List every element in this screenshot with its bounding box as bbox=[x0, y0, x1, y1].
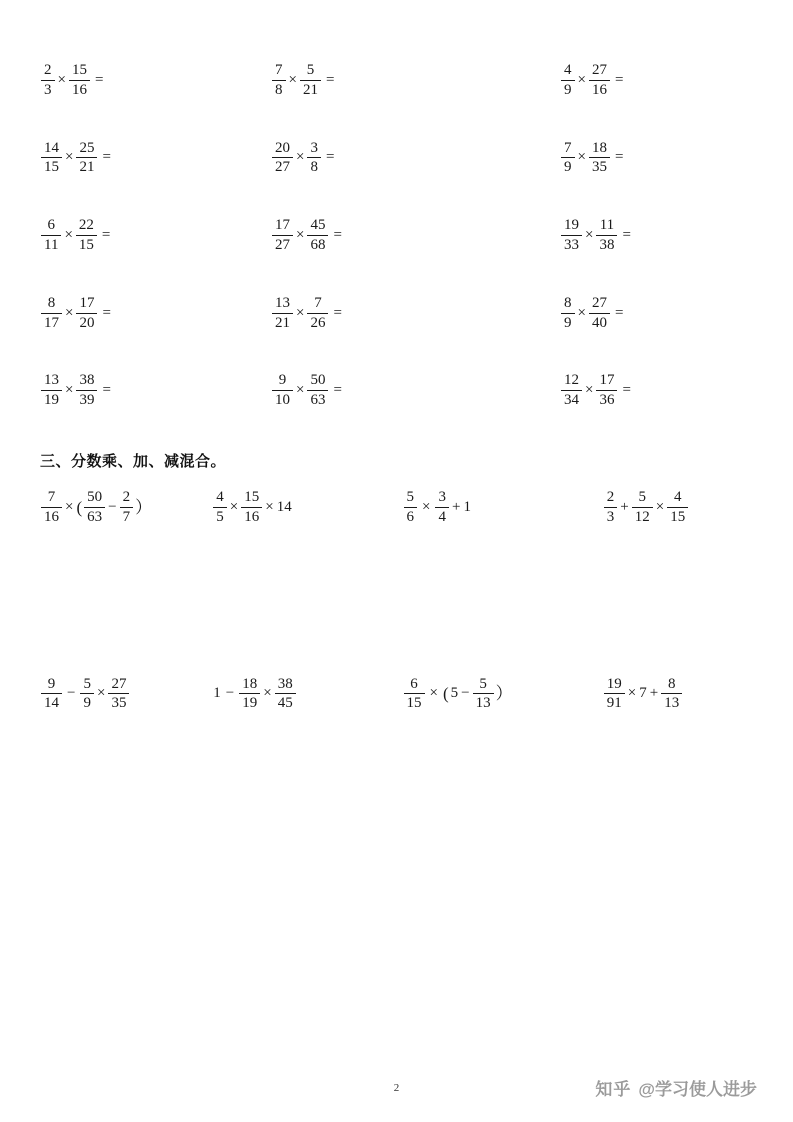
numerator: 5 bbox=[83, 675, 91, 692]
numerator: 3 bbox=[438, 488, 446, 505]
denominator: 91 bbox=[604, 693, 625, 712]
problem-cell bbox=[40, 372, 233, 409]
denominator: 4 bbox=[435, 507, 449, 526]
numerator: 7 bbox=[47, 488, 56, 505]
numerator: 11 bbox=[599, 217, 615, 234]
numerator: 9 bbox=[278, 372, 287, 389]
problem-cell bbox=[190, 489, 362, 526]
problem-row bbox=[40, 676, 753, 713]
zhihu-logo-text: 知乎 bbox=[595, 1080, 632, 1099]
numerator: 2 bbox=[606, 488, 615, 505]
operator: × bbox=[429, 685, 438, 702]
operator: × bbox=[296, 226, 305, 243]
numerator: 4 bbox=[216, 488, 224, 505]
fraction bbox=[76, 140, 97, 177]
equals-sign: = bbox=[101, 226, 111, 243]
denominator: 19 bbox=[239, 693, 260, 712]
fraction bbox=[561, 62, 575, 99]
fraction bbox=[41, 295, 62, 332]
problem-cell bbox=[464, 295, 753, 332]
denominator: 20 bbox=[76, 313, 97, 332]
fraction bbox=[80, 676, 94, 713]
problem-cell bbox=[464, 217, 753, 254]
fraction bbox=[41, 217, 61, 254]
numerator: 5 bbox=[306, 62, 315, 78]
math-expression bbox=[40, 295, 115, 332]
problem-cell bbox=[233, 372, 464, 409]
math-expression bbox=[40, 372, 115, 409]
problem-cell bbox=[190, 676, 362, 713]
denominator: 63 bbox=[307, 390, 328, 409]
operator: × bbox=[65, 149, 74, 166]
denominator: 40 bbox=[589, 313, 610, 332]
numerator: 38 bbox=[79, 372, 95, 389]
fraction bbox=[41, 372, 62, 409]
numerator: 13 bbox=[275, 294, 290, 311]
problem-cell bbox=[233, 62, 464, 99]
denominator: 16 bbox=[41, 507, 62, 526]
fraction bbox=[41, 62, 55, 99]
open-paren: ( bbox=[76, 497, 83, 517]
denominator: 21 bbox=[272, 313, 293, 332]
operator: + bbox=[649, 685, 659, 702]
numerator: 17 bbox=[275, 217, 290, 234]
math-expression bbox=[271, 140, 338, 177]
operator: × bbox=[288, 71, 297, 88]
denominator: 7 bbox=[120, 507, 134, 526]
denominator: 16 bbox=[241, 507, 262, 526]
numerator: 22 bbox=[78, 217, 94, 234]
denominator: 3 bbox=[604, 507, 618, 526]
denominator: 38 bbox=[596, 235, 617, 254]
numerator: 38 bbox=[277, 675, 293, 692]
operator: × bbox=[296, 149, 305, 166]
fraction bbox=[561, 295, 575, 332]
math-expression bbox=[271, 372, 346, 409]
operator: × bbox=[422, 498, 431, 515]
watermark bbox=[595, 1075, 757, 1100]
fraction bbox=[632, 489, 653, 526]
denominator: 26 bbox=[307, 313, 328, 332]
numerator: 15 bbox=[71, 62, 87, 78]
close-paren: ） bbox=[495, 684, 513, 704]
fraction bbox=[76, 295, 97, 332]
open-paren: ( bbox=[442, 684, 449, 704]
watermark-user: @学习使人进步 bbox=[638, 1080, 757, 1099]
equals-sign: = bbox=[333, 226, 342, 243]
fraction bbox=[589, 62, 610, 99]
fraction bbox=[307, 295, 328, 332]
problem-row bbox=[40, 489, 753, 526]
numerator: 5 bbox=[479, 675, 487, 692]
numerator: 18 bbox=[242, 675, 258, 692]
operator: × bbox=[57, 71, 66, 88]
fraction bbox=[41, 140, 62, 177]
numerator: 8 bbox=[564, 294, 572, 311]
numerator: 50 bbox=[310, 372, 326, 389]
problem-row bbox=[40, 295, 753, 332]
whole-number: 7 bbox=[639, 685, 647, 702]
denominator: 36 bbox=[596, 390, 617, 409]
numerator: 27 bbox=[111, 675, 127, 692]
problem-cell bbox=[233, 295, 464, 332]
fraction bbox=[76, 217, 97, 254]
math-expression-q4 bbox=[603, 489, 689, 526]
denominator: 14 bbox=[41, 693, 62, 712]
denominator: 19 bbox=[41, 390, 62, 409]
operator: × bbox=[263, 685, 272, 702]
problem-cell bbox=[40, 489, 190, 526]
numerator: 5 bbox=[406, 488, 414, 505]
math-expression-q2 bbox=[212, 489, 292, 526]
problem-cell bbox=[233, 217, 464, 254]
equals-sign: = bbox=[325, 149, 335, 166]
math-expression bbox=[560, 217, 635, 254]
math-expression-q5 bbox=[40, 676, 130, 713]
fraction bbox=[596, 217, 617, 254]
problem-cell bbox=[464, 62, 753, 99]
fraction bbox=[272, 62, 286, 99]
equals-sign: = bbox=[94, 71, 104, 88]
numerator: 12 bbox=[564, 372, 579, 389]
problem-cell bbox=[40, 676, 190, 713]
problem-cell bbox=[40, 217, 233, 254]
fraction bbox=[561, 140, 575, 177]
denominator: 33 bbox=[561, 235, 582, 254]
denominator: 9 bbox=[80, 693, 94, 712]
page-number: 2 bbox=[393, 1082, 400, 1094]
equals-sign: = bbox=[614, 71, 624, 88]
operator: − bbox=[108, 498, 117, 515]
numerator: 14 bbox=[44, 139, 59, 156]
math-expression-q7 bbox=[403, 676, 514, 713]
denominator: 35 bbox=[589, 157, 610, 176]
fraction bbox=[213, 489, 227, 526]
fraction bbox=[307, 372, 328, 409]
equals-sign: = bbox=[614, 149, 624, 166]
numerator: 8 bbox=[47, 294, 56, 311]
fraction bbox=[275, 676, 296, 713]
math-expression bbox=[560, 62, 627, 99]
denominator: 15 bbox=[41, 157, 62, 176]
fraction bbox=[272, 217, 293, 254]
fraction bbox=[404, 489, 418, 526]
fraction bbox=[272, 140, 293, 177]
numerator: 6 bbox=[410, 675, 418, 692]
math-expression-q8 bbox=[603, 676, 683, 713]
equals-sign: = bbox=[325, 71, 335, 88]
math-expression-q6 bbox=[212, 676, 296, 713]
denominator: 35 bbox=[108, 693, 129, 712]
math-expression bbox=[560, 295, 627, 332]
math-expression bbox=[40, 217, 114, 254]
operator: × bbox=[577, 304, 586, 321]
operator: × bbox=[265, 498, 274, 515]
operator: × bbox=[627, 685, 637, 702]
operator: × bbox=[655, 498, 665, 515]
numerator: 13 bbox=[44, 372, 59, 389]
operator: − bbox=[225, 685, 235, 702]
denominator: 13 bbox=[661, 693, 682, 712]
fraction bbox=[76, 372, 97, 409]
operator: × bbox=[65, 498, 74, 515]
denominator: 27 bbox=[272, 157, 293, 176]
problem-cell bbox=[363, 489, 553, 526]
numerator: 2 bbox=[122, 488, 131, 505]
fraction bbox=[41, 489, 62, 526]
denominator: 68 bbox=[307, 235, 328, 254]
numerator: 19 bbox=[564, 217, 579, 234]
section-title-mixed: 三、分数乘、加、减混合。 bbox=[40, 452, 227, 470]
numerator: 4 bbox=[673, 488, 682, 505]
numerator: 7 bbox=[314, 294, 322, 311]
denominator: 8 bbox=[272, 80, 286, 99]
whole-number: 14 bbox=[276, 498, 292, 515]
equals-sign: = bbox=[614, 304, 624, 321]
fraction bbox=[589, 140, 610, 177]
equals-sign: = bbox=[622, 226, 631, 243]
math-expression-q1 bbox=[40, 489, 153, 526]
fraction bbox=[307, 140, 321, 177]
operator: − bbox=[461, 685, 470, 702]
numerator: 4 bbox=[564, 62, 572, 78]
operator: + bbox=[451, 498, 461, 515]
operator: × bbox=[296, 304, 305, 321]
math-expression bbox=[560, 140, 627, 177]
problem-row bbox=[40, 62, 753, 99]
fraction bbox=[300, 62, 321, 99]
operator: × bbox=[577, 149, 586, 166]
denominator: 27 bbox=[272, 235, 293, 254]
denominator: 16 bbox=[589, 80, 610, 99]
fraction bbox=[84, 489, 105, 526]
multiplication-problems bbox=[40, 62, 753, 409]
problem-cell bbox=[233, 140, 464, 177]
fraction bbox=[589, 295, 610, 332]
mixed-problems bbox=[40, 489, 753, 712]
operator: × bbox=[585, 382, 594, 399]
fraction bbox=[435, 489, 449, 526]
math-expression bbox=[40, 62, 107, 99]
problem-row bbox=[40, 217, 753, 254]
numerator: 2 bbox=[44, 62, 52, 78]
denominator: 13 bbox=[473, 693, 494, 712]
problem-row bbox=[40, 140, 753, 177]
numerator: 3 bbox=[310, 139, 318, 156]
denominator: 5 bbox=[213, 507, 227, 526]
denominator: 6 bbox=[404, 507, 418, 526]
numerator: 19 bbox=[606, 675, 622, 692]
denominator: 63 bbox=[84, 507, 105, 526]
math-expression bbox=[271, 217, 346, 254]
fraction bbox=[272, 295, 293, 332]
fraction bbox=[404, 676, 425, 713]
fraction bbox=[667, 489, 688, 526]
operator: × bbox=[65, 382, 74, 399]
denominator: 39 bbox=[76, 390, 97, 409]
operator: × bbox=[229, 498, 239, 515]
numerator: 7 bbox=[275, 62, 283, 78]
equals-sign: = bbox=[622, 382, 631, 399]
close-paren: ） bbox=[135, 497, 153, 517]
numerator: 27 bbox=[591, 294, 607, 311]
operator: − bbox=[67, 685, 76, 702]
problem-cell bbox=[40, 62, 233, 99]
math-expression bbox=[271, 62, 338, 99]
numerator: 18 bbox=[591, 139, 607, 156]
fraction bbox=[604, 489, 618, 526]
problem-cell bbox=[464, 140, 753, 177]
denominator: 9 bbox=[561, 157, 575, 176]
denominator: 45 bbox=[275, 693, 296, 712]
equals-sign: = bbox=[102, 304, 111, 321]
fraction bbox=[604, 676, 625, 713]
denominator: 15 bbox=[404, 693, 425, 712]
problem-cell bbox=[40, 295, 233, 332]
operator: × bbox=[585, 226, 594, 243]
fraction bbox=[596, 372, 617, 409]
numerator: 45 bbox=[310, 217, 326, 234]
numerator: 20 bbox=[275, 139, 290, 156]
operator: × bbox=[296, 382, 305, 399]
numerator: 7 bbox=[564, 139, 572, 156]
denominator: 34 bbox=[561, 390, 582, 409]
denominator: 17 bbox=[41, 313, 62, 332]
denominator: 10 bbox=[272, 390, 293, 409]
math-expression bbox=[271, 295, 346, 332]
numerator: 50 bbox=[87, 488, 103, 505]
fraction bbox=[307, 217, 328, 254]
numerator: 17 bbox=[599, 372, 615, 389]
numerator: 8 bbox=[667, 675, 676, 692]
math-expression-q3 bbox=[403, 489, 472, 526]
fraction bbox=[120, 489, 134, 526]
fraction bbox=[561, 217, 582, 254]
denominator: 15 bbox=[667, 507, 688, 526]
denominator: 12 bbox=[632, 507, 653, 526]
numerator: 17 bbox=[79, 294, 95, 311]
math-expression bbox=[560, 372, 635, 409]
denominator: 11 bbox=[41, 235, 61, 254]
denominator: 9 bbox=[561, 80, 575, 99]
problem-row bbox=[40, 372, 753, 409]
operator: × bbox=[96, 685, 106, 702]
numerator: 5 bbox=[638, 488, 646, 505]
denominator: 9 bbox=[561, 313, 575, 332]
fraction bbox=[561, 372, 582, 409]
fraction bbox=[473, 676, 494, 713]
operator: × bbox=[577, 71, 586, 88]
fraction bbox=[241, 489, 262, 526]
denominator: 16 bbox=[69, 80, 90, 99]
operator: × bbox=[64, 226, 73, 243]
whole-number: 5 bbox=[450, 685, 459, 702]
math-expression bbox=[40, 140, 115, 177]
numerator: 15 bbox=[244, 488, 260, 505]
fraction bbox=[661, 676, 682, 713]
numerator: 25 bbox=[79, 139, 95, 156]
equals-sign: = bbox=[333, 304, 342, 321]
denominator: 21 bbox=[300, 80, 321, 99]
whole-number: 1 bbox=[463, 498, 471, 515]
numerator: 9 bbox=[47, 675, 56, 692]
problem-cell bbox=[553, 676, 753, 713]
fraction bbox=[239, 676, 260, 713]
operator: + bbox=[620, 498, 629, 515]
fraction bbox=[41, 676, 62, 713]
whole-number: 1 bbox=[213, 685, 221, 702]
operator: × bbox=[65, 304, 74, 321]
equals-sign: = bbox=[102, 149, 111, 166]
denominator: 21 bbox=[76, 157, 97, 176]
fraction bbox=[69, 62, 90, 99]
numerator: 6 bbox=[47, 217, 55, 234]
problem-cell bbox=[553, 489, 753, 526]
denominator: 8 bbox=[307, 157, 321, 176]
problem-cell bbox=[363, 676, 553, 713]
fraction bbox=[108, 676, 129, 713]
equals-sign: = bbox=[333, 382, 342, 399]
problem-cell bbox=[40, 140, 233, 177]
problem-cell bbox=[464, 372, 753, 409]
fraction bbox=[272, 372, 293, 409]
numerator: 27 bbox=[591, 62, 607, 78]
equals-sign: = bbox=[102, 382, 111, 399]
denominator: 3 bbox=[41, 80, 55, 99]
denominator: 15 bbox=[76, 235, 97, 254]
